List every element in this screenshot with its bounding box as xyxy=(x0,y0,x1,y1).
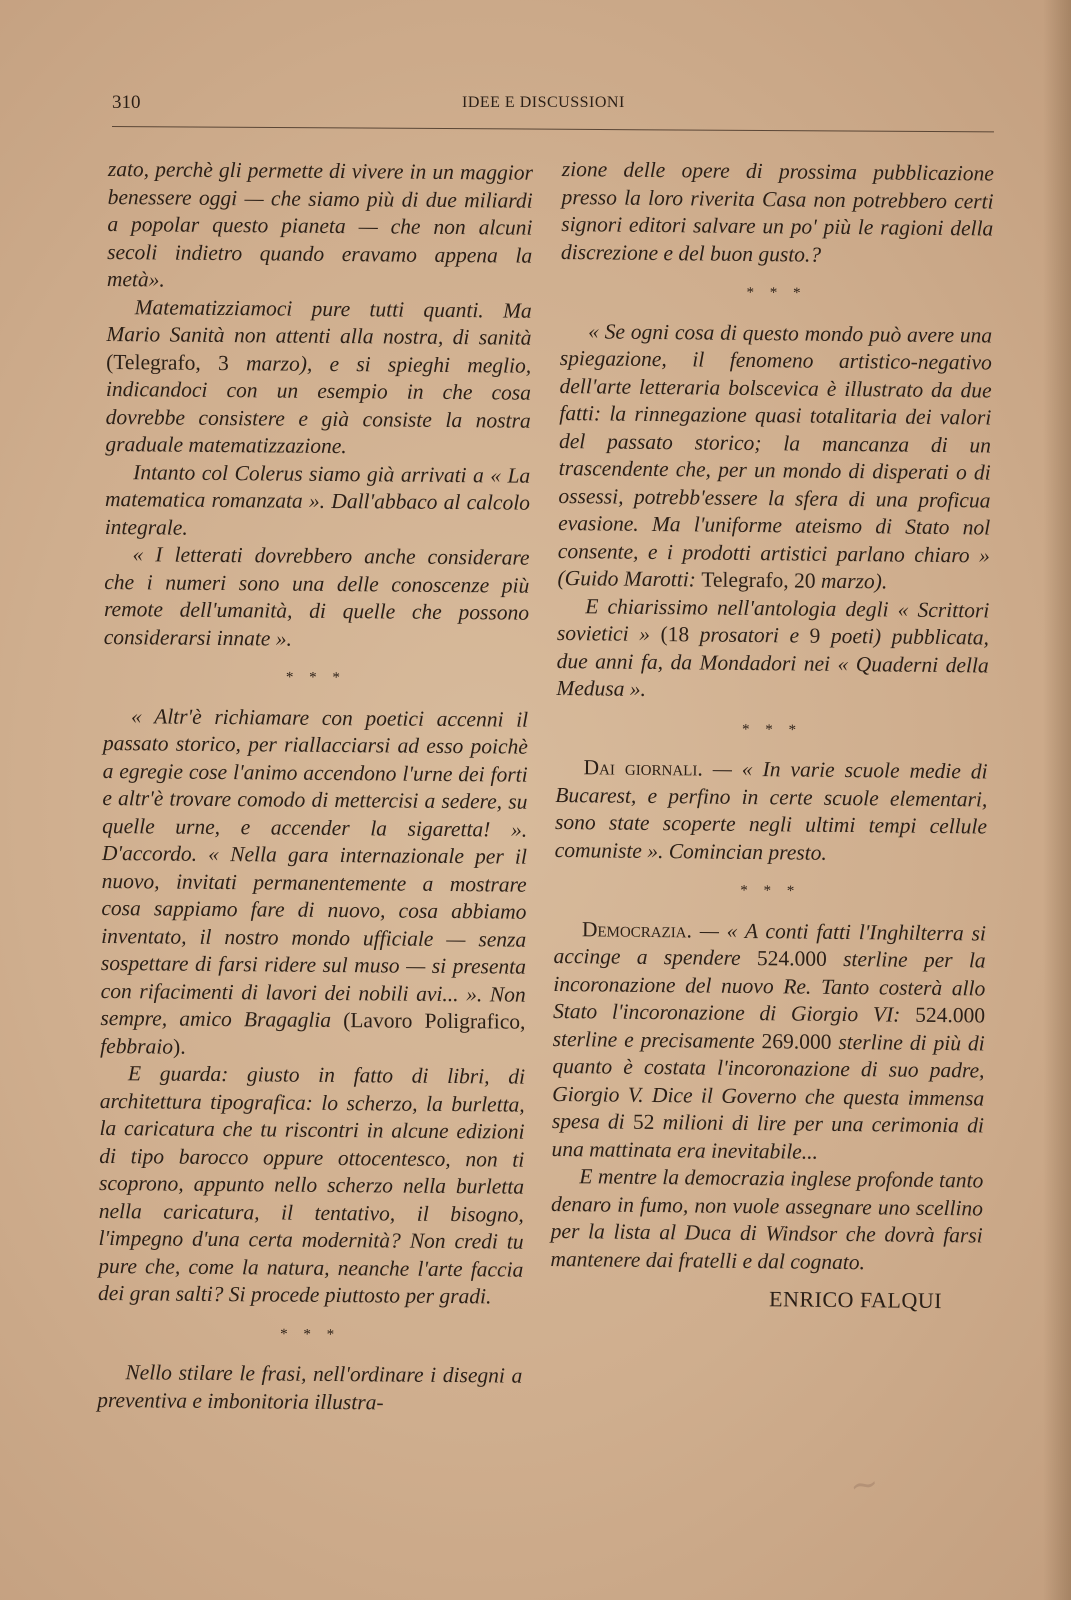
right-paragraph-3 xyxy=(556,592,989,707)
text-run: « Se ogni cosa di questo mondo può avere una spiegazione, il fenomeno artistico-negativo dell'arte letteraria bolscevica è illustrato da due fatti: la rinnegazione quasi totalitaria dei valori del passato storico; la mancanza di un trascendente che, per un mondo di disperati o di ossessi, potrebb'essere la sfera di una proficua evasione. Ma l'uniforme ateismo di Stato nol consente, e i prodotti artistici parlano chiaro » (Guido Marotti: xyxy=(557,318,993,592)
text-run: sterline e precisamente xyxy=(552,1026,762,1053)
text-run: prosatori e xyxy=(699,622,810,648)
section-title: IDEE E DISCUSSIONI xyxy=(462,94,625,111)
text-run: (Telegrafo, 3 xyxy=(106,349,247,375)
section-separator: * * * xyxy=(746,284,807,302)
right-paragraph-6: E mentre la democrazia inglese profonde tanto denaro in fumo, non vuole assegnare uno scellino per la lista al Duca di Windsor che dovrà farsi mantenere dai fratelli e dal cognato. xyxy=(550,1164,984,1274)
right-paragraph-4 xyxy=(555,754,988,869)
text-run: 524.000 xyxy=(756,946,844,971)
section-separator: * * * xyxy=(741,721,803,739)
left-column xyxy=(97,156,533,1418)
text-run: 52 xyxy=(632,1109,663,1135)
section-heading: Dai giornali. xyxy=(583,755,703,781)
text-run: ). xyxy=(172,1034,186,1059)
section-heading: Democrazia. xyxy=(581,916,693,942)
left-paragraph-1: zato, perchè gli permette di vivere in un maggior benessere oggi — che siamo più di due miliardi a popolar questo pianeta — che non alcuni secoli indietro quando eravamo appena la metà». xyxy=(106,156,533,292)
section-separator: * * * xyxy=(280,1326,341,1343)
section-separator: * * * xyxy=(740,882,801,900)
text-run: E chiarissimo nell'antologia degli « Scrittori sovietici » xyxy=(556,593,990,647)
text-run: — « In varie scuole medie di Bucarest, e perfino in certe scuole elementari, sono state scoperte negli ultimi tempi cellule comuniste ». Comincian presto. xyxy=(554,756,988,865)
text-run: (Lavoro Poligrafico, xyxy=(343,1008,526,1034)
right-column xyxy=(550,156,994,1315)
right-paragraph-1: zione delle opere di prossima pubblicazione presso la loro riverita Casa non potrebbero certi signori editori salvare un po' più le ragioni della discrezione e del buon gusto.? xyxy=(560,156,994,267)
left-paragraph-3: Intanto col Colerus siamo già arrivati a « La matematica romanzata ». Dall'abbaco al calcolo integrale. xyxy=(104,459,531,540)
pencil-mark: ~ xyxy=(847,1463,882,1507)
text-run: 524.000 xyxy=(915,1002,986,1028)
text-run: marzo). xyxy=(820,568,888,594)
text-run: — « A conti fatti l'Inghilterra si accinge a spendere xyxy=(553,917,987,971)
text-run: Telegrafo, 20 xyxy=(701,567,822,593)
author-signature: ENRICO FALQUI xyxy=(768,1286,943,1314)
text-run: marzo), e si spieghi meglio, indicandoci con un esempio in che cosa dovrebbe consistere e già consiste la nostra graduale matematizzazione. xyxy=(105,350,532,459)
text-run: « Altr'è richiamare con poetici accenni il passato storico, per riallacciarsi ad esso poichè a egregie cose l'animo accendono l'urne dei forti e altr'è trovare comodo di mettercisi a sedere, su quelle urne, e accender la sigaretta! ». D'accordo. « Nella gara internazionale per il nuovo, invitati permanentemente a mostrare cosa sappiamo fare di nuovo, cosa abbiamo inventato, il nostro mondo ufficiale — senza sospettare di farsi ridere sul muso — si presenta con rifacimenti di lavori dei nobili avi... ». Non sempre, amico Bragaglia xyxy=(100,703,529,1033)
left-paragraph-2 xyxy=(105,293,531,462)
text-run: sterline di più di quanto è costata l'incoronazione di suo padre, Giorgio V. Dice il Governo che questa immensa spesa di xyxy=(551,1029,985,1134)
header-rule xyxy=(112,126,994,132)
right-paragraph-5 xyxy=(551,915,986,1167)
text-run: febbraio xyxy=(100,1033,174,1059)
left-paragraph-5 xyxy=(100,702,528,1063)
text-run: (18 xyxy=(660,622,700,647)
text-run: milioni di lire per una cerimonia di una mattinata era inevitabile... xyxy=(551,1110,985,1164)
page-edge-shadow xyxy=(1043,0,1071,1600)
left-paragraph-6: E guarda: giusto in fatto di libri, di architettura tipografica: lo scherzo, la burletta, la caricatura che tu riscontri in alcune edizioni di tipo barocco oppure ottocentesco, non ti scoprono, appunto nello scherzo nella burletta nella caricatura, il tentativo, il bisogno, l'impegno d'una certa modernità? Non credi tu pure che, come la natura, neanche l'arte faccia dei gran salti? Si procede piuttosto per gradi. xyxy=(97,1061,526,1309)
right-paragraph-2 xyxy=(557,317,992,597)
text-run: 9 xyxy=(809,623,832,648)
page-number: 310 xyxy=(112,92,141,113)
left-paragraph-4: « I letterati dovrebbero anche considerare che i numeri sono una delle conoscenze più remote dell'umanità, di quelle che possono considerarsi innate ». xyxy=(103,542,530,651)
text-run: sterline per la incoronazione del nuovo Re. Tanto costerà allo Stato l'incoronazione di Giorgio VI: xyxy=(552,946,986,1027)
text-run: 269.000 xyxy=(761,1028,839,1054)
text-run: Matematizziamoci pure tutti quanti. Ma Mario Sanità non attenti alla nostra, di sanità xyxy=(106,294,532,350)
section-separator: * * * xyxy=(285,669,347,687)
running-header xyxy=(112,92,992,122)
text-run: poeti) pubblicata, due anni fa, da Mondadori nei « Quaderni della Medusa ». xyxy=(556,623,990,701)
left-paragraph-7: Nello stilare le frasi, nell'ordinare i disegni a preventiva e imbonitoria illustra- xyxy=(97,1360,523,1414)
